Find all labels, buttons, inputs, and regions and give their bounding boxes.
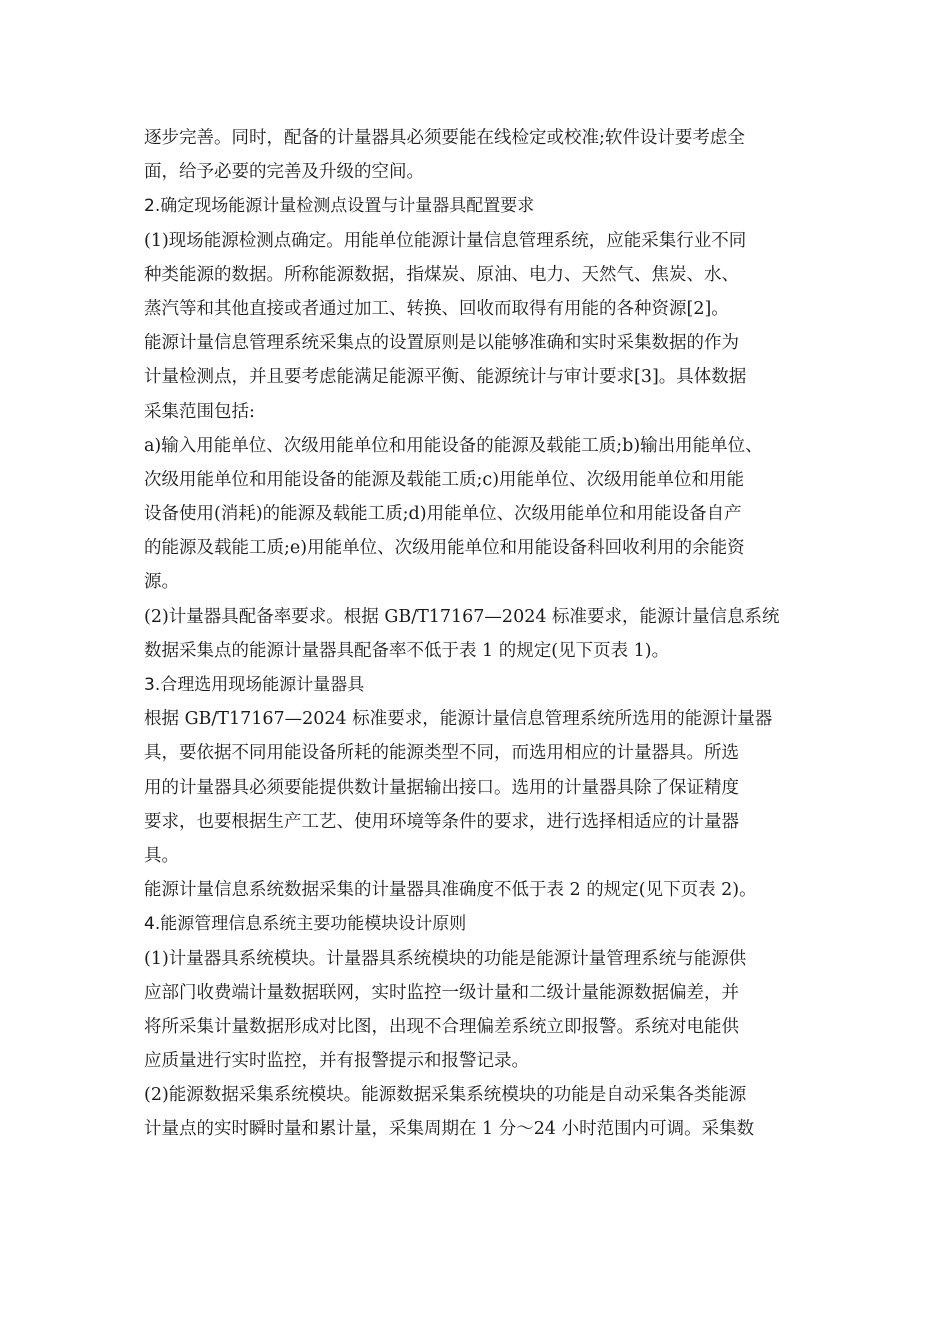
- text-line: 用的计量器具必须要能提供数计量据输出接口。选用的计量器具除了保证精度: [144, 777, 739, 798]
- text-line: 具，要依据不同用能设备所耗的能源类型不同，而选用相应的计量器具。所选: [144, 743, 739, 764]
- document-body: [144, 121, 809, 1147]
- text-line: 能源计量信息管理系统采集点的设置原则是以能够准确和实时采集数据的作为: [144, 333, 739, 354]
- section-heading: 4.能源管理信息系统主要功能模块设计原则: [144, 914, 467, 935]
- text-line: 采集范围包括:: [144, 401, 255, 422]
- text-line: 逐步完善。同时，配备的计量器具必须要能在线检定或校准;软件设计要考虑全: [144, 128, 745, 148]
- text-line: 次级用能单位和用能设备的能源及载能工质;c)用能单位、次级用能单位和用能: [144, 469, 745, 490]
- text-line: (1)现场能源检测点确定。用能单位能源计量信息管理系统，应能采集行业不同: [144, 230, 747, 251]
- text-line: 种类能源的数据。所称能源数据，指煤炭、原油、电力、天然气、焦炭、水、: [144, 264, 739, 285]
- text-line: 面，给予必要的完善及升级的空间。: [144, 162, 424, 183]
- text-line: 根据 GB/T17167—2024 标准要求，能源计量信息管理系统所选用的能源计量器: [144, 709, 773, 730]
- text-line: 的能源及载能工质;e)用能单位、次级用能单位和用能设备科回收利用的余能资: [144, 538, 745, 559]
- section-heading: 3.合理选用现场能源计量器具: [144, 675, 365, 695]
- text-line: 将所采集计量数据形成对比图，出现不合理偏差系统立即报警。系统对电能供: [144, 1016, 739, 1037]
- text-line: 要求，也要根据生产工艺、使用环境等条件的要求，进行选择相适应的计量器: [144, 811, 739, 832]
- text-line: (2)能源数据采集系统模块。能源数据采集系统模块的功能是自动采集各类能源: [144, 1085, 747, 1106]
- text-line: 能源计量信息系统数据采集的计量器具准确度不低于表 2 的规定(见下页表 2)。: [144, 880, 757, 901]
- text-line: (1)计量器具系统模块。计量器具系统模块的功能是能源计量管理系统与能源供: [144, 948, 747, 969]
- text-line: 蒸汽等和其他直接或者通过加工、转换、回收而取得有用能的各种资源[2]。: [144, 298, 729, 319]
- text-line: 计量检测点，并且要考虑能满足能源平衡、能源统计与审计要求[3]。具体数据: [144, 367, 747, 388]
- text-line: a)输入用能单位、次级用能单位和用能设备的能源及载能工质;b)输出用能单位、: [144, 435, 763, 456]
- text-line: 源。: [144, 572, 179, 593]
- text-line: 数据采集点的能源计量器具配备率不低于表 1 的规定(见下页表 1)。: [144, 640, 670, 661]
- text-line: 具。: [144, 845, 179, 866]
- text-line: 应质量进行实时监控，并有报警提示和报警记录。: [144, 1051, 529, 1072]
- text-line: 设备使用(消耗)的能源及载能工质;d)用能单位、次级用能单位和用能设备自产: [144, 504, 742, 525]
- text-line: 计量点的实时瞬时量和累计量，采集周期在 1 分～24 小时范围内可调。采集数: [144, 1119, 755, 1140]
- section-heading: 2.确定现场能源计量检测点设置与计量器具配置要求: [144, 196, 535, 217]
- text-line: 应部门收费端计量数据联网，实时监控一级计量和二级计量能源数据偏差，并: [144, 982, 739, 1003]
- text-line: (2)计量器具配备率要求。根据 GB/T17167—2024 标准要求，能源计量信息系统: [144, 606, 780, 627]
